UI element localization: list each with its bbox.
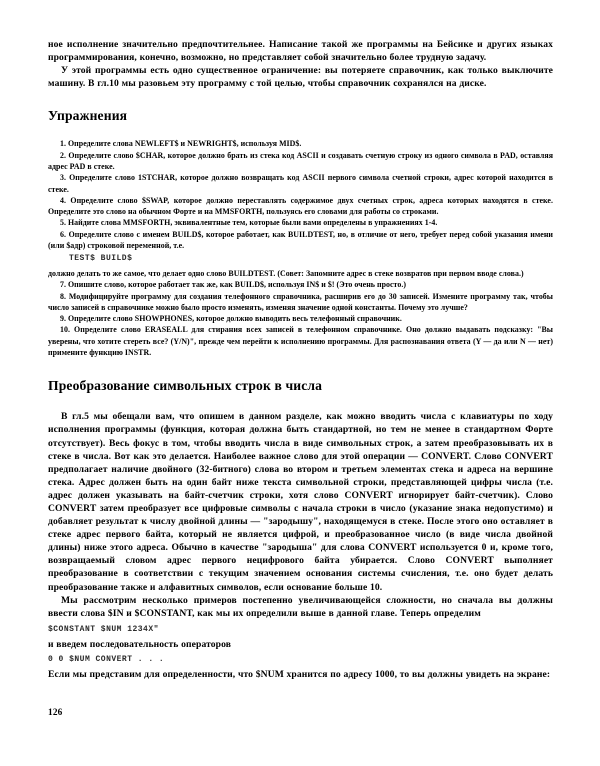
spacer-before-exercises-heading [48, 90, 553, 108]
conversion-paragraph-1: В гл.5 мы обещали вам, что опишем в данном разделе, как можно вводить числа с клавиатуры по ходу исполнения программы (функция, которая должна быть стандартной, но тем не менее в стандартном Форте отсутствует). Весь фокус в том, чтобы вводить числа в виде символьных строк, а затем преобразовывать их в стеке в числа. Вот как это делается. Наиболее важное слово для этой операции — CONVERT. Слово CONVERT предполагает наличие двойного (32-битного) слова во втором и третьем элементах стека и адреса на вершине стека. Адрес должен быть на один байт ниже текста символьной строки, представляющей цифры числа (т.е. адрес должен указывать на байт-счетчик строки, хотя слово CONVERT игнорирует байт-счетчик). Слово CONVERT затем преобразует все цифровые символы с начала строки в число (указание знака недопустимо) и добавляет результат к числу двойной длины — "зародышу", находящемуся в стеке. После этого оно оставляет в стеке адрес первого байта, который не является цифрой, и преобразованное число (в виде числа двойной длины) ниже этого адреса. Обычно в качестве "зародыша" для слова CONVERT используется 0 и, кроме того, возвращаемый словом адрес первого нецифрового байта убирается. Слово CONVERT выполняет преобразование в соответствии с текущим значением основания системы счисления, т.е. оно будет делать преобразование также и алфавитных символов, если основание больше 10. [48, 411, 553, 593]
exercise-item: 6. Определите слово с именем BUILD$, которое работает, как BUILDTEST, но, в отличие от него, требует перед собой указания имени (или $адр) строковой переменной, т.е. [48, 229, 553, 251]
exercise-item: 8. Модифицируйте программу для создания телефонного справочника, расширив его до 30 записей. Измените программу так, чтобы число записей в справочнике можно было просто изменять, изменяя значение одной константы. Почему это лучше? [48, 291, 553, 312]
spacer-after-exercises-heading [48, 124, 553, 138]
code-line-constant-definition: $CONSTANT $NUM 1234X" [48, 624, 159, 634]
conversion-paragraph-4: Если мы представим для определенности, что $NUM хранится по адресу 1000, то вы должны увидеть на экране: [48, 669, 551, 681]
spacer-after-conversion-heading [48, 394, 553, 410]
code-line-convert-sequence: 0 0 $NUM CONVERT . . . [48, 654, 165, 664]
exercise-item: 9. Определите слово SHOWPHONES, которое должно выводить весь телефонный справочник. [60, 314, 402, 324]
intro-paragraph-2: У этой программы есть одно существенное ограничение: вы потеряете справочник, как только выключите машину. В гл.10 мы разовьем эту программу с той целью, чтобы справочник сохранялся на диске. [48, 65, 553, 90]
page-number: 126 [48, 708, 63, 718]
exercise-item: 10. Определите слово ERASEALL для стирания всех записей в телефонном справочнике. Оно должно выдавать подсказку: "Вы уверены, что хотите стереть все? (Y/N)", прежде чем перейти к исполнению программы. Для распознавания ответа (Y — да или N — нет) примените функцию INSTR. [48, 325, 553, 358]
spacer-before-conversion-heading [48, 358, 553, 378]
exercise-item: 4. Определите слово $SWAP, которое должно переставлять содержимое двух счетных строк, адреса которых находятся в стеке. Определите это слово на обычном Форте и на MMSFORTH, пользуясь его словами для работы со строками. [48, 195, 553, 217]
exercise-item-6-continuation: должно делать то же самое, что делает одно слово BUILDTEST. (Совет: Запомните адрес в стеке возвратов при первом вводе слова.) [48, 268, 524, 278]
code-line-test-build: TEST$ BUILD$ [69, 254, 133, 264]
exercise-item: 5. Найдите слова MMSFORTH, эквивалентные тем, которые были вами определены в упражнениях 1-4. [60, 218, 438, 228]
exercises-heading: Упражнения [48, 108, 128, 124]
exercise-item: 1. Определите слова NEWLEFT$ и NEWRIGHT$, используя MID$. [60, 139, 302, 149]
exercise-item: 3. Определите слово 1STCHAR, которое должно возвращать код ASCII первого символа счетной строки, адрес которой находится в стеке. [48, 173, 553, 194]
intro-paragraph-1: ное исполнение значительно предпочтительнее. Написание такой же программы на Бейсике и других языках программирования, конечно, возможно, но представляет собой значительно более трудную задачу. [48, 39, 553, 64]
exercise-item: 7. Опишите слово, которое работает так же, как BUILD$, используя IN$ и $! (Это очень просто.) [60, 280, 407, 290]
conversion-paragraph-2: Мы рассмотрим несколько примеров постепенно увеличивающейся сложности, но сначала вы должны ввести слова $IN и $CONSTANT, как мы их определили выше в данной главе. Теперь определим [48, 594, 553, 619]
conversion-heading: Преобразование символьных строк в числа [48, 378, 323, 394]
exercise-item: 2. Определите слово $CHAR, которое должно брать из стека код ASCII и создавать счетную строку из одного символа в PAD, оставляя адрес PAD в стеке. [48, 150, 553, 171]
conversion-paragraph-3: и введем последовательность операторов [48, 639, 232, 651]
